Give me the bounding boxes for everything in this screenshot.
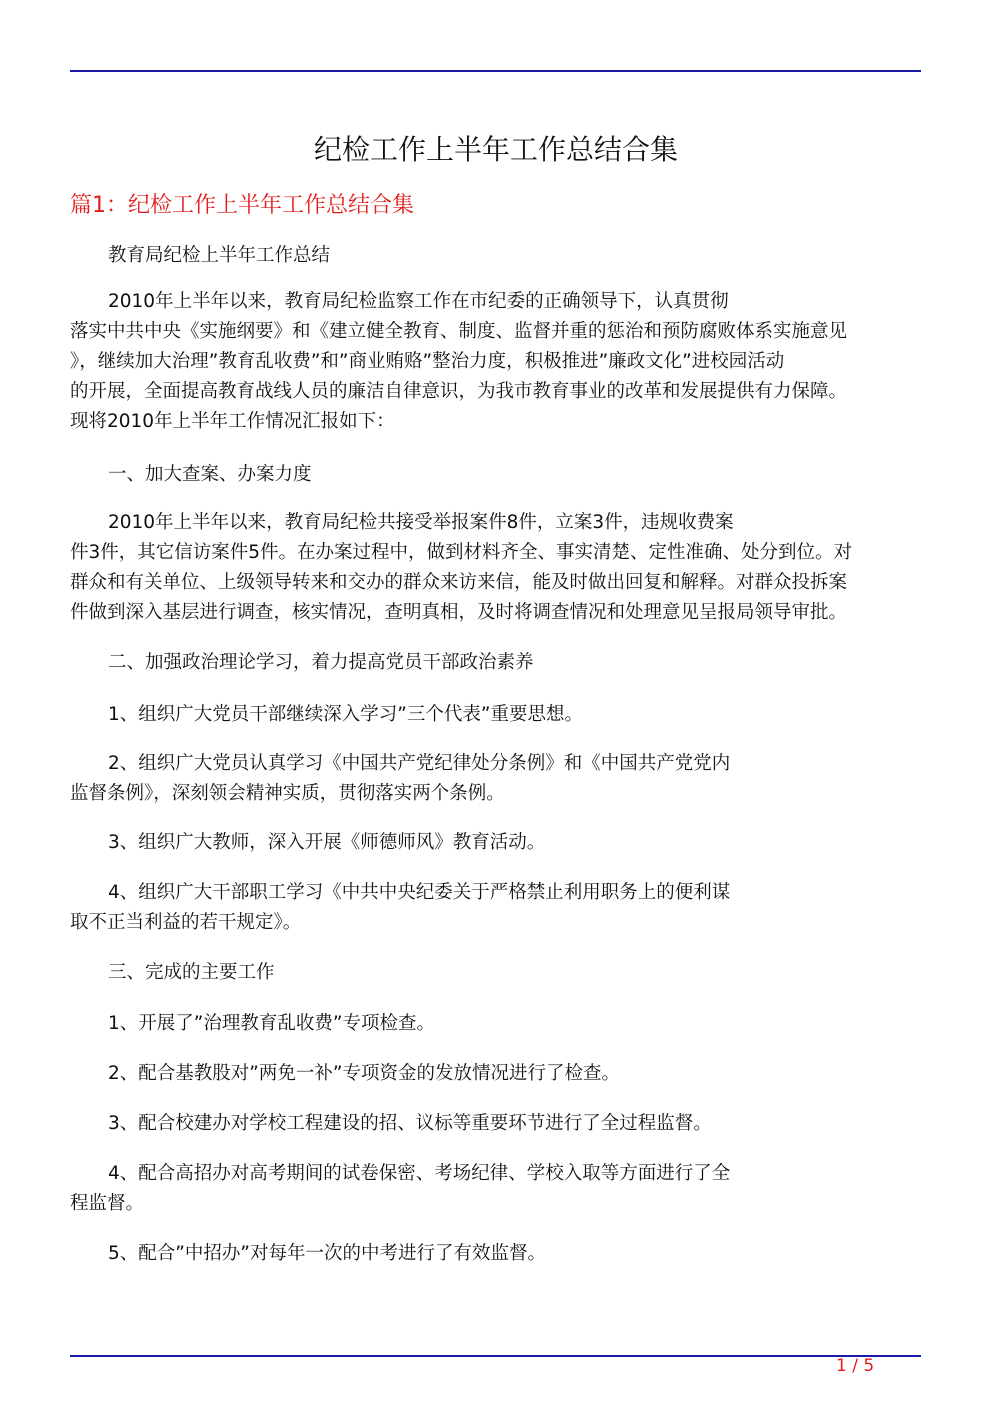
page-number: 1 / 5 xyxy=(836,1356,875,1376)
paragraph xyxy=(70,1059,930,1089)
footer-rule xyxy=(70,1355,921,1357)
paragraph xyxy=(70,749,930,809)
paragraph xyxy=(70,700,930,730)
paragraph-line: 4、配合高招办对高考期间的试卷保密、考场纪律、学校入取等方面进行了全 xyxy=(108,1163,731,1184)
paragraph xyxy=(70,287,930,437)
paragraph xyxy=(70,508,930,628)
paragraph-line: 取不正当利益的若干规定》。 xyxy=(70,912,302,933)
paragraph-line: 一、加大查案、办案力度 xyxy=(108,464,312,485)
paragraph xyxy=(70,241,930,271)
paragraph-line: 》，继续加大治理”教育乱收费”和”商业贿赂”整治力度，积极推进”廉政文化”进校园活动 xyxy=(70,351,785,372)
paragraph-line: 件3件，其它信访案件5件。在办案过程中，做到材料齐全、事实清楚、定性准确、处分到位。对 xyxy=(70,542,853,563)
paragraph xyxy=(70,648,930,678)
paragraph-line: 2、配合基教股对”两免一补”专项资金的发放情况进行了检查。 xyxy=(108,1063,620,1084)
paragraph-line: 1、组织广大党员干部继续深入学习”三个代表”重要思想。 xyxy=(108,704,583,725)
paragraph-line: 件做到深入基层进行调查，核实情况，查明真相，及时将调查情况和处理意见呈报局领导审批。 xyxy=(70,602,848,623)
paragraph xyxy=(70,878,930,938)
paragraph-line: 3、组织广大教师，深入开展《师德师风》教育活动。 xyxy=(108,832,546,853)
paragraph-line: 三、完成的主要工作 xyxy=(108,962,275,983)
paragraph-line: 监督条例》，深刻领会精神实质，贯彻落实两个条例。 xyxy=(70,783,505,804)
paragraph-line: 落实中共中央《实施纲要》和《建立健全教育、制度、监督并重的惩治和预防腐败体系实施意见 xyxy=(70,321,848,342)
paragraph xyxy=(70,958,930,988)
paragraph-line: 3、配合校建办对学校工程建设的招、议标等重要环节进行了全过程监督。 xyxy=(108,1113,712,1134)
paragraph xyxy=(70,828,930,858)
paragraph-line: 1、开展了”治理教育乱收费”专项检查。 xyxy=(108,1013,435,1034)
paragraph xyxy=(70,1159,930,1219)
paragraph-line: 二、加强政治理论学习，着力提高党员干部政治素养 xyxy=(108,652,534,673)
document-title: 纪检工作上半年工作总结合集 xyxy=(313,133,678,166)
paragraph-line: 现将2010年上半年工作情况汇报如下： xyxy=(70,411,395,432)
paragraph-line: 2、组织广大党员认真学习《中国共产党纪律处分条例》和《中国共产党党内 xyxy=(108,753,731,774)
header-rule xyxy=(70,70,921,72)
paragraph-line: 程监督。 xyxy=(70,1193,145,1214)
paragraph xyxy=(70,1109,930,1139)
paragraph-line: 2010年上半年以来，教育局纪检监察工作在市纪委的正确领导下，认真贯彻 xyxy=(108,291,729,312)
paragraph xyxy=(70,1009,930,1039)
paragraph xyxy=(70,1239,930,1269)
paragraph-line: 教育局纪检上半年工作总结 xyxy=(108,245,331,266)
section-heading: 篇1：纪检工作上半年工作总结合集 xyxy=(70,193,414,218)
paragraph-line: 群众和有关单位、上级领导转来和交办的群众来访来信，能及时做出回复和解释。对群众投拆案 xyxy=(70,572,848,593)
paragraph-line: 的开展，全面提高教育战线人员的廉洁自律意识，为我市教育事业的改革和发展提供有力保障。 xyxy=(70,381,848,402)
paragraph xyxy=(70,460,930,490)
paragraph-line: 2010年上半年以来，教育局纪检共接受举报案件8件，立案3件，违规收费案 xyxy=(108,512,734,533)
paragraph-line: 5、配合”中招办”对每年一次的中考进行了有效监督。 xyxy=(108,1243,546,1264)
paragraph-line: 4、组织广大干部职工学习《中共中央纪委关于严格禁止利用职务上的便利谋 xyxy=(108,882,731,903)
